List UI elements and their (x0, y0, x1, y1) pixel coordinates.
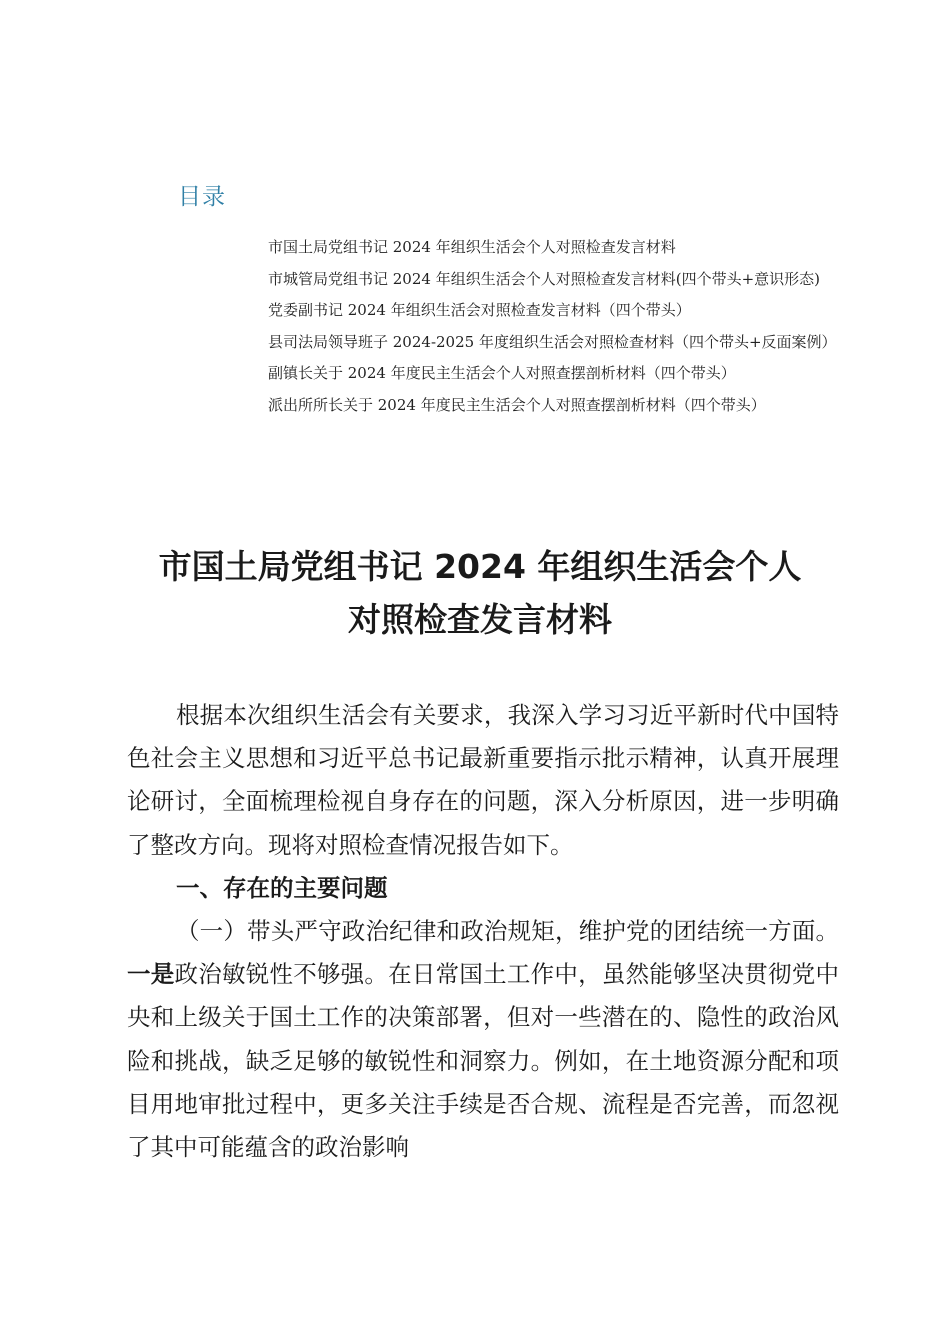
toc-entry[interactable]: 派出所所长关于 2024 年度民主生活会个人对照查摆剖析材料（四个带头） (268, 395, 766, 414)
section-heading: 一、存在的主要问题 (176, 873, 388, 902)
paragraph-text: 政治敏锐性不够强。在日常国土工作中，虽然能够坚决贯彻党中央和上级关于国土工作的决策部署，但对一些潜在的、隐性的政治风险和挑战，缺乏足够的敏锐性和洞察力。例如，在土地资源分配和项目用地审批过程中，更多关注手续是否合规、流程是否完善，而忽视了其中可能蕴含的政治影响 (127, 960, 840, 1162)
document-title-line2: 对照检查发言材料 (348, 600, 612, 639)
toc-entry[interactable]: 县司法局领导班子 2024-2025 年度组织生活会对照检查材料（四个带头+反面案例） (268, 332, 837, 351)
document-body (127, 694, 839, 1169)
body-paragraph (127, 910, 839, 1169)
toc-entry[interactable]: 市国土局党组书记 2024 年组织生活会个人对照检查发言材料 (268, 238, 676, 256)
point-label: 一是 (127, 960, 175, 989)
intro-paragraph: 根据本次组织生活会有关要求，我深入学习习近平新时代中国特色社会主义思想和习近平总书记最新重要指示批示精神，认真开展理论研讨，全面梳理检视自身存在的问题，深入分析原因，进一步明确了整改方向。现将对照检查情况报告如下。 (127, 701, 839, 859)
table-of-contents (127, 232, 837, 421)
paragraph-prefix: （一）带头严守政治纪律和政治规矩，维护党的团结统一方面。 (176, 917, 839, 946)
document-title-line1: 市国土局党组书记 2024 年组织生活会个人 (158, 547, 802, 586)
toc-entry[interactable]: 市城管局党组书记 2024 年组织生活会个人对照检查发言材料(四个带头+意识形态) (268, 269, 820, 288)
document-title (100, 540, 860, 646)
toc-title: 目录 (178, 184, 226, 210)
toc-entry[interactable]: 党委副书记 2024 年组织生活会对照检查发言材料（四个带头） (268, 301, 691, 319)
toc-entry[interactable]: 副镇长关于 2024 年度民主生活会个人对照查摆剖析材料（四个带头） (268, 364, 736, 382)
